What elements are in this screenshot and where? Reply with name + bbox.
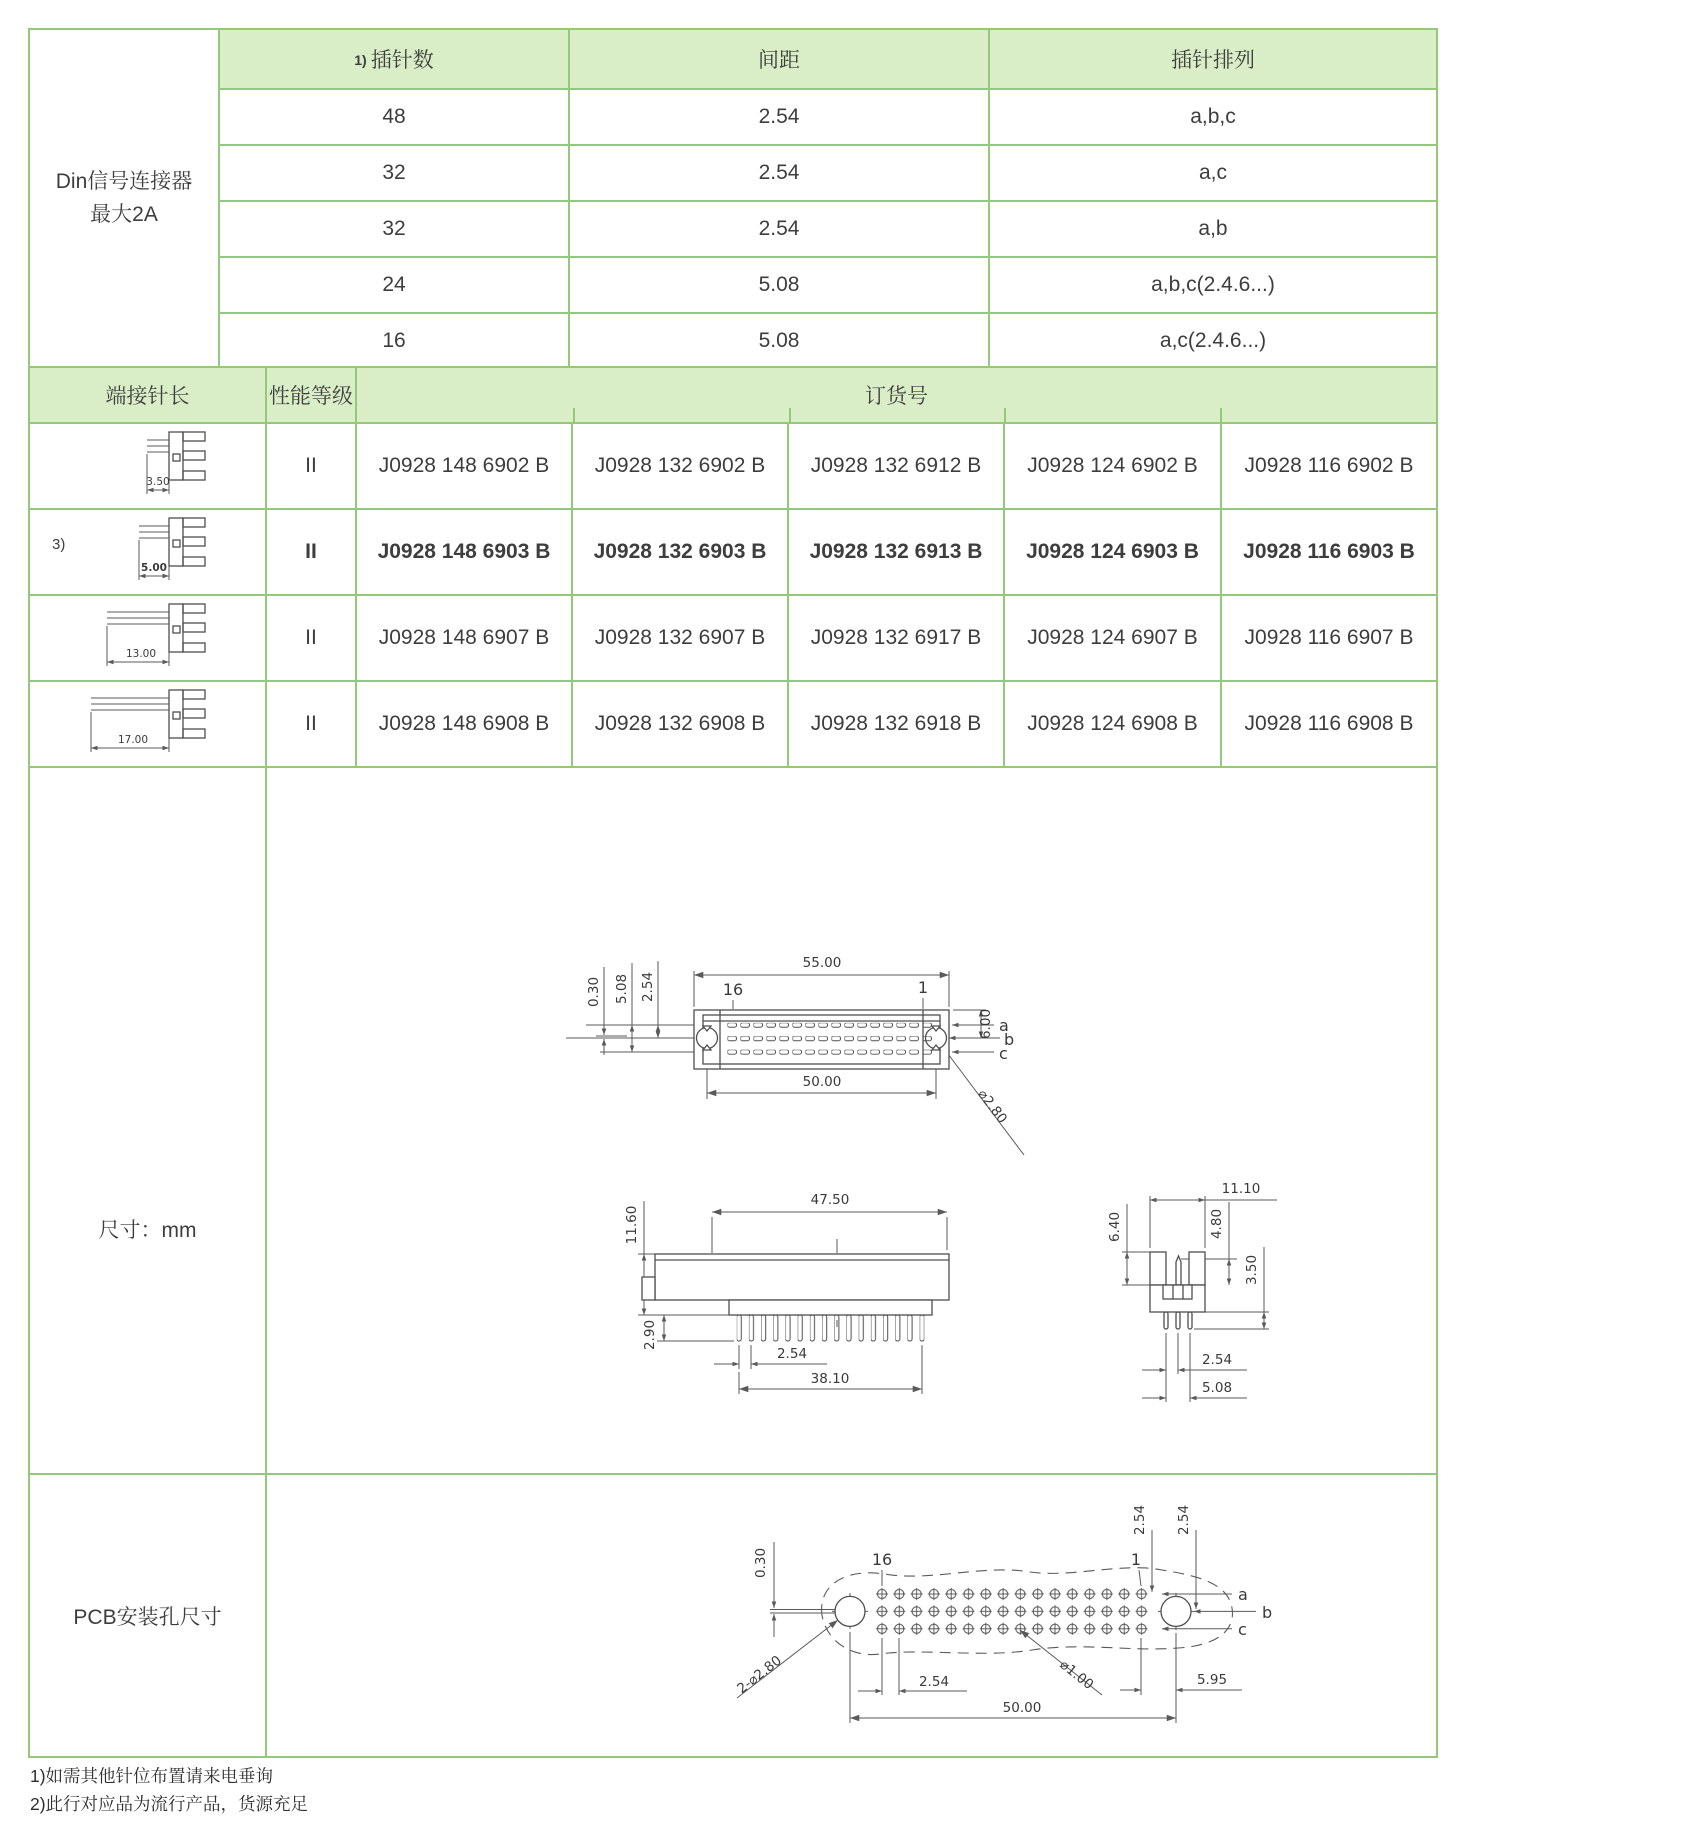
dim-label: 17.00 [117, 734, 148, 746]
order-row [29, 423, 1437, 509]
pin-count-cell: 24 [219, 257, 569, 313]
spec-row [29, 201, 1437, 257]
pin-number-label: 1 [1130, 1550, 1142, 1569]
dim-label: 5.08 [614, 973, 630, 1005]
order-number-cell: J0928 124 6908 B [1004, 681, 1221, 767]
footnote-ref-1: 1) [354, 52, 367, 68]
dim-label: 2.54 [776, 1346, 808, 1362]
footnotes [30, 1762, 308, 1818]
row-label-b: b [1004, 1030, 1015, 1049]
dim-label: 3.50 [145, 476, 170, 488]
dim-label: 2.54 [1201, 1352, 1233, 1368]
row-label-b: b [1262, 1603, 1273, 1622]
dim-label: 13.00 [125, 648, 156, 660]
column-divider-tick [789, 408, 791, 422]
footnote-1: 1)如需其他针位布置请来电垂询 [30, 1766, 274, 1786]
pitch-cell: 2.54 [569, 145, 989, 201]
header-order-no: 订货号 [356, 367, 1437, 423]
dim-label: 2.54 [1176, 1504, 1192, 1536]
column-divider-tick [1220, 408, 1222, 422]
order-number-cell: J0928 132 6913 B [788, 509, 1004, 595]
pin-length-icon-cell [29, 595, 266, 681]
dim-label: 4.80 [1209, 1208, 1225, 1240]
order-header-row [29, 367, 1437, 423]
pin-length-icon-cell [29, 509, 266, 595]
dim-label: 47.50 [810, 1192, 850, 1208]
side-view-drawing [602, 1187, 962, 1402]
order-number-cell: J0928 124 6903 B [1004, 509, 1221, 595]
dim-label: 55.00 [802, 955, 842, 971]
pitch-cell: 5.08 [569, 313, 989, 369]
dim-label: 50.00 [1002, 1700, 1042, 1716]
connector-body [1150, 1252, 1205, 1329]
pad-hole-grid [873, 1585, 1150, 1637]
grade-cell: II [266, 509, 356, 595]
pin-length-icon-5-00 [73, 510, 223, 588]
order-number-cell: J0928 132 6917 B [788, 595, 1004, 681]
dim-label: 5.08 [1201, 1380, 1233, 1396]
dim-label: 38.10 [810, 1371, 850, 1387]
dim-label: ⌀1.00 [1056, 1656, 1097, 1694]
footnote-2: 2)此行对应品为流行产品，货源充足 [30, 1794, 309, 1814]
dim-label: 5.95 [1196, 1672, 1228, 1688]
dim-label: 2.90 [642, 1319, 658, 1351]
row-label-a: a [999, 1016, 1009, 1035]
connector-body [642, 1254, 949, 1315]
row-label-c: c [999, 1044, 1008, 1063]
pcb-drawing-cell [266, 1474, 1437, 1757]
column-divider-tick [1004, 408, 1006, 422]
order-number-cell: J0928 132 6903 B [572, 509, 788, 595]
order-row [29, 681, 1437, 767]
dim-label: 6.40 [1107, 1211, 1123, 1243]
pitch-cell: 5.08 [569, 257, 989, 313]
order-number-cell: J0928 132 6918 B [788, 681, 1004, 767]
spec-row [29, 89, 1437, 145]
pcb-label-cell: PCB安装孔尺寸 [29, 1474, 266, 1757]
order-number-cell: J0928 116 6902 B [1221, 423, 1437, 509]
pcb-row [29, 1474, 1437, 1757]
pin-count-cell: 32 [219, 145, 569, 201]
product-label-cell [29, 29, 219, 369]
pin-length-icon-13-00 [73, 596, 223, 674]
dim-label: 2.54 [1132, 1504, 1148, 1536]
order-number-cell: J0928 148 6902 B [356, 423, 572, 509]
order-number-cell: J0928 116 6903 B [1221, 509, 1437, 595]
column-divider-tick [573, 408, 575, 422]
pin-number-label: 16 [871, 1550, 893, 1569]
order-number-cell: J0928 132 6907 B [572, 595, 788, 681]
spec-row [29, 313, 1437, 369]
grade-cell: II [266, 595, 356, 681]
connector-profile [169, 518, 205, 566]
order-number-cell: J0928 132 6912 B [788, 423, 1004, 509]
pin-length-icon-3-50 [73, 424, 223, 502]
pin-length-icon-17-00 [73, 682, 223, 760]
pin-length-icon-cell [29, 423, 266, 509]
pitch-cell: 2.54 [569, 201, 989, 257]
order-number-cell: J0928 116 6908 B [1221, 681, 1437, 767]
dim-label: 11.10 [1221, 1181, 1261, 1197]
connector-profile [169, 604, 205, 652]
dimension-drawings-cell [266, 767, 1437, 1474]
pin-length-icon-cell [29, 681, 266, 767]
pin-number-label: 16 [722, 980, 744, 999]
dim-label: 5.00 [140, 562, 167, 574]
order-row [29, 595, 1437, 681]
dim-label: ⌀2.80 [974, 1086, 1011, 1127]
dim-label: 0.30 [753, 1547, 769, 1579]
row-label-a: a [1238, 1585, 1248, 1604]
dim-label: 0.30 [586, 976, 602, 1008]
order-number-cell: J0928 148 6908 B [356, 681, 572, 767]
grade-cell: II [266, 423, 356, 509]
order-number-cell: J0928 124 6907 B [1004, 595, 1221, 681]
order-number-cell: J0928 148 6903 B [356, 509, 572, 595]
pcb-hole-drawing [622, 1490, 1322, 1735]
spec-header-row [29, 29, 1437, 89]
row-label-c: c [1238, 1620, 1247, 1639]
dim-label: 2.54 [640, 971, 656, 1003]
connector-profile [169, 690, 205, 738]
order-row-popular [29, 509, 1437, 595]
header-pitch: 间距 [569, 29, 989, 89]
order-number-cell: J0928 132 6908 B [572, 681, 788, 767]
order-number-cell: J0928 132 6902 B [572, 423, 788, 509]
pin-number-label: 1 [917, 978, 929, 997]
product-rating: 最大2A [90, 203, 158, 226]
header-grade: 性能等级 [266, 367, 356, 423]
order-number-cell: J0928 148 6907 B [356, 595, 572, 681]
dim-label: 50.00 [802, 1074, 842, 1090]
spec-row [29, 257, 1437, 313]
dim-label: 11.60 [624, 1205, 640, 1245]
arrangement-cell: a,c [989, 145, 1437, 201]
order-table [28, 366, 1438, 1758]
pin-count-cell: 16 [219, 313, 569, 369]
front-view-drawing [552, 947, 1042, 1187]
pitch-cell: 2.54 [569, 89, 989, 145]
product-name: Din信号连接器 [55, 170, 193, 194]
dim-label: 2.54 [918, 1674, 950, 1690]
header-pin-length: 端接针长 [29, 367, 266, 423]
dim-label: 6.00 [978, 1008, 994, 1040]
dimensions-label-cell: 尺寸：mm [29, 767, 266, 1474]
arrangement-cell: a,c(2.4.6...) [989, 313, 1437, 369]
header-pin-count: 1) 插针数 [219, 29, 569, 89]
arrangement-cell: a,b [989, 201, 1437, 257]
dimensions-row [29, 767, 1437, 1474]
arrangement-cell: a,b,c [989, 89, 1437, 145]
spec-table [28, 28, 1438, 370]
pin-count-cell: 48 [219, 89, 569, 145]
arrangement-cell: a,b,c(2.4.6...) [989, 257, 1437, 313]
order-number-cell: J0928 116 6907 B [1221, 595, 1437, 681]
dim-label: 3.50 [1244, 1254, 1260, 1286]
dim-label: 2-⌀2.80 [734, 1652, 785, 1698]
grade-cell: II [266, 681, 356, 767]
row-note: 3) [52, 536, 66, 553]
connector-profile [169, 432, 205, 480]
pin-row [737, 1315, 925, 1342]
spec-row [29, 145, 1437, 201]
header-arrangement: 插针排列 [989, 29, 1437, 89]
pin-count-cell: 32 [219, 201, 569, 257]
pin-grid [728, 1023, 933, 1055]
order-number-cell: J0928 124 6902 B [1004, 423, 1221, 509]
end-view-drawing [1097, 1152, 1332, 1412]
